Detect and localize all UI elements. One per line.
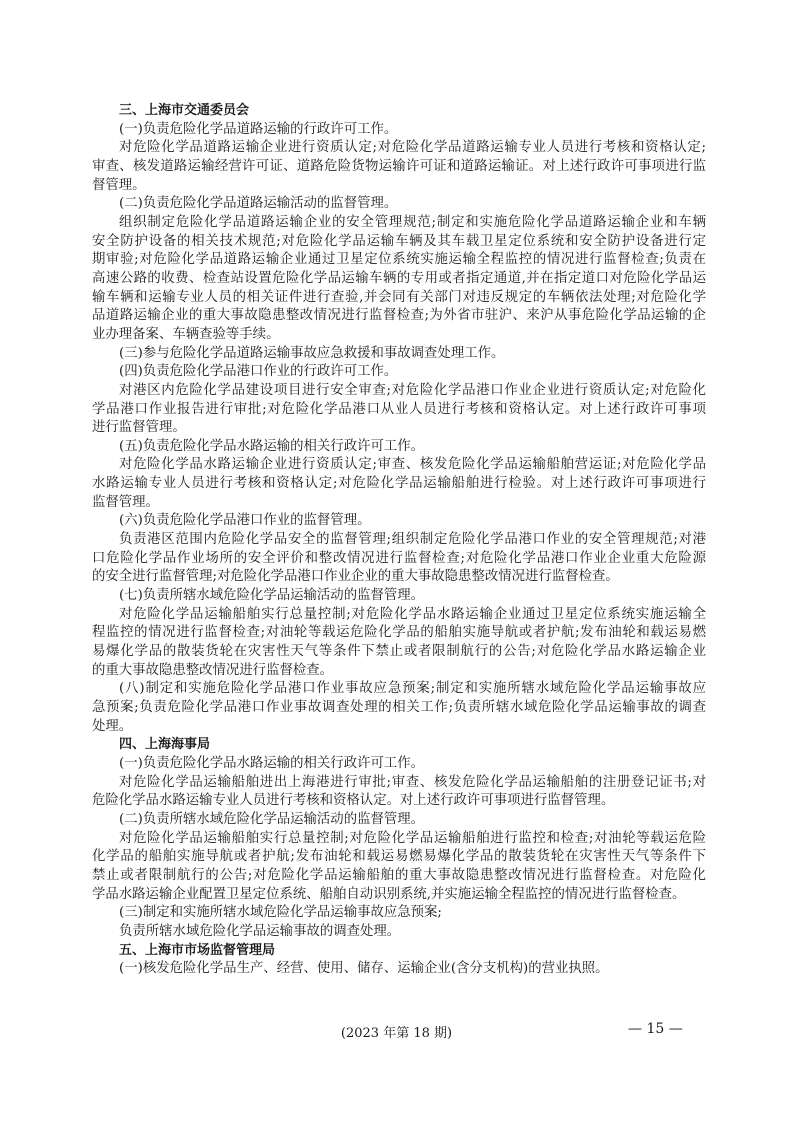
text-line: 进行监督管理。 <box>92 420 186 436</box>
text-line: (一)负责危险化学品水路运输的相关行政许可工作。 <box>119 755 425 771</box>
paragraph <box>92 606 706 681</box>
paragraph <box>92 121 706 140</box>
text-line: (七)负责所辖水域危险化学品运输活动的监督管理。 <box>119 588 425 604</box>
text-line: (六)负责危险化学品港口作业的监督管理。 <box>119 513 371 529</box>
text-line: (三)制定和实施所辖水域危险化学品运输事故应急预案; <box>119 905 442 921</box>
text-line: (五)负责危险化学品水路运输的相关行政许可工作。 <box>119 438 425 454</box>
paragraph <box>92 531 706 587</box>
paragraph <box>92 363 706 382</box>
paragraph <box>92 830 706 905</box>
text-line: 学品港口作业报告进行审批;对危险化学品港口从业人员进行考核和资格认定。对上述行政许可事项 <box>92 401 706 417</box>
text-line: 危险化学品水路运输专业人员进行考核和资格认定。对上述行政许可事项进行监督管理。 <box>92 793 615 809</box>
text-line: 对危险化学品运输船舶实行总量控制;对危险化学品水路运输企业通过卫星定位系统实施运输全 <box>119 606 706 622</box>
text-line: (一)核发危险化学品生产、经营、使用、储存、运输企业(含分支机构)的营业执照。 <box>119 961 609 977</box>
text-line: 程监控的情况进行监督检查;对油轮等载运危险化学品的船舶实施导航或者护航;发布油轮和载运易燃 <box>92 625 706 641</box>
text-line: (二)负责危险化学品道路运输活动的监督管理。 <box>119 196 398 212</box>
page-number: — 15 — <box>628 1021 683 1037</box>
text-line: 处理。 <box>92 718 133 734</box>
text-line: 禁止或者限制航行的公告;对危险化学品运输船舶的重大事故隐患整改情况进行监督检查。对危险化 <box>92 867 706 883</box>
text-line: (二)负责所辖水域危险化学品运输活动的监督管理。 <box>119 811 425 827</box>
issue-number: (2023 年第 18 期) <box>340 1026 453 1041</box>
text-line: 审查、核发道路运输经营许可证、道路危险货物运输许可证和道路运输证。对上述行政许可事项进行监 <box>92 158 706 174</box>
paragraph <box>92 214 706 345</box>
text-line: 四、上海海事局 <box>119 737 211 753</box>
text-line: 易爆化学品的散装货轮在灾害性天气等条件下禁止或者限制航行的公告;对危险化学品水路运输企业 <box>92 644 706 660</box>
paragraph <box>92 923 706 942</box>
document-body <box>92 102 706 979</box>
text-line: 急预案;负责危险化学品港口作业事故调查处理的相关工作;负责所辖水域危险化学品运输事故的调查 <box>92 700 706 715</box>
paragraph <box>92 774 706 811</box>
text-line: 对港区内危险化学品建设项目进行安全审查;对危险化学品港口作业企业进行资质认定;对危险化 <box>119 382 706 398</box>
paragraph <box>92 811 706 830</box>
paragraph <box>92 382 706 438</box>
text-line: (四)负责危险化学品港口作业的行政许可工作。 <box>119 364 398 380</box>
text-line: 对危险化学品水路运输企业进行资质认定;审查、核发危险化学品运输船舶营运证;对危险化学品 <box>119 457 706 473</box>
section-heading <box>92 736 706 755</box>
text-line: 负责所辖水域危险化学品运输事故的调查处理。 <box>119 923 401 939</box>
text-line: 输车辆和运输专业人员的相关证件进行查验,并会同有关部门对违反规定的车辆依法处理;对危险化学 <box>92 289 706 305</box>
text-line: 督管理。 <box>92 177 146 193</box>
text-line: 口危险化学品作业场所的安全评价和整改情况进行监督检查;对危险化学品港口作业企业重大危险源 <box>92 550 706 566</box>
text-line: 期审验;对危险化学品道路运输企业通过卫星定位系统实施运输全程监控的情况进行监督检查;负责在 <box>92 252 706 268</box>
section-heading <box>92 942 706 961</box>
text-line: (八)制定和实施危险化学品港口作业事故应急预案;制定和实施所辖水域危险化学品运输事故应 <box>119 681 706 697</box>
text-line: 负责港区范围内危险化学品安全的监督管理;组织制定危险化学品港口作业的安全管理规范;对港 <box>119 532 706 548</box>
paragraph <box>92 512 706 531</box>
text-line: 高速公路的收费、检查站设置危险化学品运输车辆的专用或者指定通道,并在指定道口对危险化学品运 <box>92 270 706 286</box>
paragraph <box>92 904 706 923</box>
paragraph <box>92 587 706 606</box>
paragraph <box>92 680 706 736</box>
text-line: (三)参与危险化学品道路运输事故应急救援和事故调查处理工作。 <box>119 345 505 361</box>
paragraph <box>92 345 706 364</box>
text-line: 组织制定危险化学品道路运输企业的安全管理规范;制定和实施危险化学品道路运输企业和车辆 <box>119 214 706 230</box>
text-line: 品道路运输企业的重大事故隐患整改情况进行监督检查;为外省市驻沪、来沪从事危险化学品运输的企 <box>92 308 706 324</box>
text-line: 监督管理。 <box>92 494 159 510</box>
text-line: 安全防护设备的相关技术规范;对危险化学品运输车辆及其车载卫星定位系统和安全防护设备进行定 <box>92 233 706 249</box>
paragraph <box>92 438 706 457</box>
text-line: 的重大事故隐患整改情况进行监督检查。 <box>92 662 334 678</box>
text-line: 对危险化学品运输船舶进出上海港进行审批;审查、核发危险化学品运输船舶的注册登记证书;对 <box>119 774 706 790</box>
text-line: 对危险化学品道路运输企业进行资质认定;对危险化学品道路运输专业人员进行考核和资格认定; <box>119 140 706 156</box>
paragraph <box>92 195 706 214</box>
paragraph <box>92 755 706 774</box>
text-line: 对危险化学品运输船舶实行总量控制;对危险化学品运输船舶进行监控和检查;对油轮等载运危险 <box>119 830 706 846</box>
paragraph <box>92 456 706 512</box>
paragraph <box>92 960 706 979</box>
paragraph <box>92 139 706 195</box>
text-line: 学品水路运输企业配置卫星定位系统、船舶自动识别系统,并实施运输全程监控的情况进行监督检查。 <box>92 886 686 902</box>
text-line: (一)负责危险化学品道路运输的行政许可工作。 <box>119 121 398 137</box>
section-heading <box>92 102 706 121</box>
text-line: 水路运输专业人员进行考核和资格认定;对危险化学品运输船舶进行检验。对上述行政许可事项进行 <box>92 476 706 492</box>
text-line: 五、上海市市场监督管理局 <box>119 942 276 958</box>
text-line: 的安全进行监督管理;对危险化学品港口作业企业的重大事故隐患整改情况进行监督检查。 <box>92 569 619 585</box>
text-line: 业办理备案、车辆查验等手续。 <box>92 326 280 342</box>
text-line: 三、上海市交通委员会 <box>119 103 250 118</box>
text-line: 化学品的船舶实施导航或者护航;发布油轮和载运易燃易爆化学品的散装货轮在灾害性天气等条件下 <box>92 849 706 865</box>
